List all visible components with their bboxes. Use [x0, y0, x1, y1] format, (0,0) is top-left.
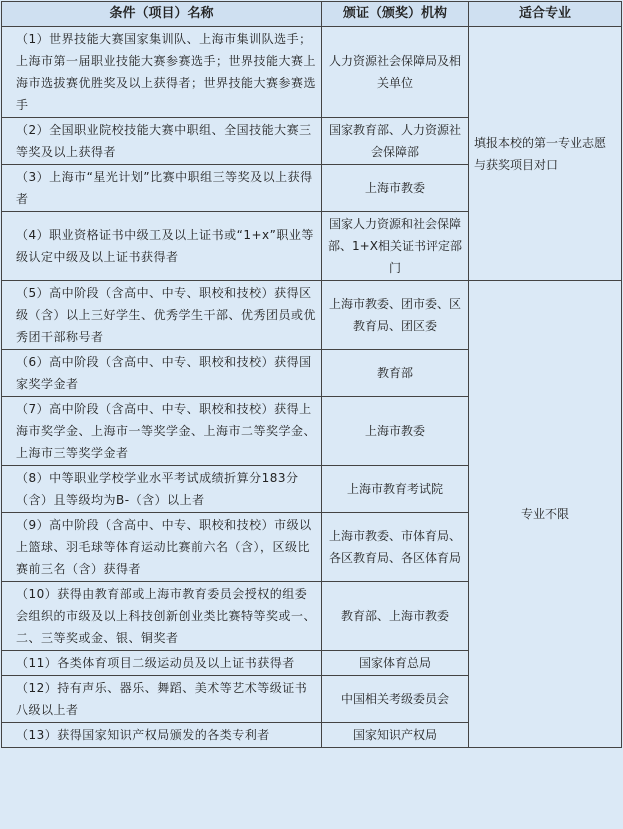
organization-cell: 教育部 [322, 350, 469, 397]
major-cell: 填报本校的第一专业志愿与获奖项目对口 [469, 27, 622, 281]
condition-cell: （3）上海市“星光计划”比赛中职组三等奖及以上获得者 [2, 165, 322, 212]
condition-cell: （8）中等职业学校学业水平考试成绩折算分183分（含）且等级均为B-（含）以上者 [2, 466, 322, 513]
organization-cell: 上海市教委 [322, 165, 469, 212]
organization-cell: 上海市教委 [322, 397, 469, 466]
organization-cell: 教育部、上海市教委 [322, 582, 469, 651]
condition-cell: （1）世界技能大赛国家集训队、上海市集训队选手；上海市第一届职业技能大赛参赛选手；世界技能大赛上海市选拔赛优胜奖及以上获得者；世界技能大赛参赛选手 [2, 27, 322, 118]
header-organization: 颁证（颁奖）机构 [322, 2, 469, 27]
header-condition: 条件（项目）名称 [2, 2, 322, 27]
condition-cell: （4）职业资格证书中级工及以上证书或“1+x”职业等级认定中级及以上证书获得者 [2, 212, 322, 281]
condition-cell: （5）高中阶段（含高中、中专、职校和技校）获得区级（含）以上三好学生、优秀学生干部、优秀团员或优秀团干部称号者 [2, 281, 322, 350]
header-row [2, 2, 622, 27]
condition-cell: （9）高中阶段（含高中、中专、职校和技校）市级以上篮球、羽毛球等体育运动比赛前六名（含），区级比赛前三名（含）获得者 [2, 513, 322, 582]
condition-cell: （10）获得由教育部或上海市教育委员会授权的组委会组织的市级及以上科技创新创业类比赛特等奖或一、二、三等奖或金、银、铜奖者 [2, 582, 322, 651]
organization-cell: 国家教育部、人力资源社会保障部 [322, 118, 469, 165]
organization-cell: 上海市教育考试院 [322, 466, 469, 513]
table-row [2, 281, 622, 350]
organization-cell: 国家人力资源和社会保障部、1+X相关证书评定部门 [322, 212, 469, 281]
condition-cell: （11）各类体育项目二级运动员及以上证书获得者 [2, 651, 322, 676]
major-cell: 专业不限 [469, 281, 622, 748]
organization-cell: 中国相关考级委员会 [322, 676, 469, 723]
admission-conditions-table [1, 1, 622, 748]
header-major: 适合专业 [469, 2, 622, 27]
organization-cell: 上海市教委、团市委、区教育局、团区委 [322, 281, 469, 350]
organization-cell: 人力资源社会保障局及相关单位 [322, 27, 469, 118]
organization-cell: 上海市教委、市体育局、各区教育局、各区体育局 [322, 513, 469, 582]
condition-cell: （13）获得国家知识产权局颁发的各类专利者 [2, 723, 322, 748]
table-row [2, 27, 622, 118]
condition-cell: （6）高中阶段（含高中、中专、职校和技校）获得国家奖学金者 [2, 350, 322, 397]
organization-cell: 国家体育总局 [322, 651, 469, 676]
condition-cell: （12）持有声乐、器乐、舞蹈、美术等艺术等级证书八级以上者 [2, 676, 322, 723]
condition-cell: （2）全国职业院校技能大赛中职组、全国技能大赛三等奖及以上获得者 [2, 118, 322, 165]
condition-cell: （7）高中阶段（含高中、中专、职校和技校）获得上海市奖学金、上海市一等奖学金、上海市二等奖学金、上海市三等奖学金者 [2, 397, 322, 466]
organization-cell: 国家知识产权局 [322, 723, 469, 748]
